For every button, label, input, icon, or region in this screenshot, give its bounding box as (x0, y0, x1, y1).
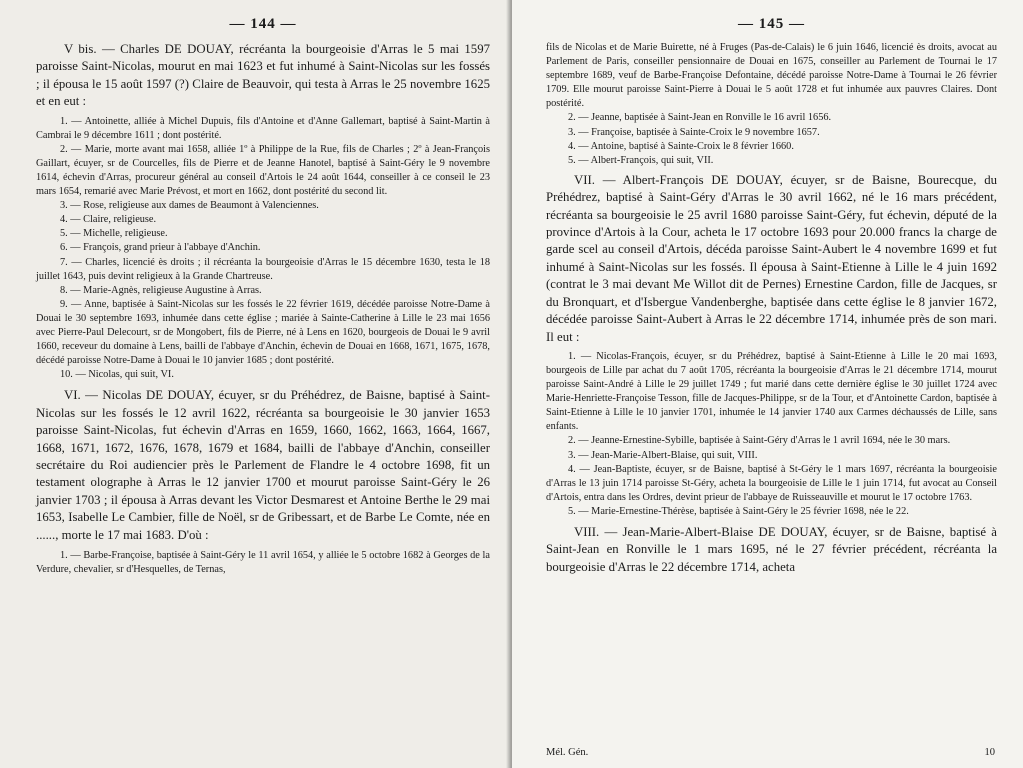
child-v-8: 8. — Marie-Agnès, religieuse Augustine à Arras. (60, 284, 262, 296)
child-v-5: 5. — Michelle, religieuse. (60, 228, 168, 240)
child-v-6: 6. — François, grand prieur à l'abbaye d'Anchin. (60, 242, 261, 254)
paragraph-vi: VI. — Nicolas DE DOUAY, écuyer, sr du Préhédrez, de Baisne, baptisé à Saint-Nicolas sur les fossés le 12 avril 1622, récréanta sa bourgeoisie le 30 janvier 1653 paroisse Saint-Nicolas, fut échevin d'Arras en 1659, 1660, 1662, 1663, 1664, 1667, 1668, 1671, 1672, 1676, 1678, 1679 et 1684, bailli de l'abbaye d'Anchin, conseiller secrétaire du Roi audiencier près le Parlement de Flandre le 4 octobre 1698, fit un testament olographe à Arras le 12 janvier 1700 et mourut paroisse Saint-Géry le 26 janvier 1703 ; il épousa à Arras devant les Victor Desmarest et Antoine Berthe le 29 mai 1653, Isabelle Le Cambier, fille de Noël, sr de Gribessart, et de Barbe Le Comte, née en ......, morte le 17 mai 1683. D'où : (36, 388, 490, 542)
child-vii-5: 5. — Marie-Ernestine-Thérèse, baptisée à Saint-Géry le 25 février 1698, née le 22. (568, 505, 909, 517)
child-v-4: 4. — Claire, religieuse. (60, 214, 157, 226)
page-footer (546, 747, 995, 758)
child-vii-3: 3. — Jean-Marie-Albert-Blaise, qui suit, VIII. (568, 449, 758, 461)
child-v-1: 1. — Antoinette, alliée à Michel Dupuis, fils d'Antoine et d'Anne Gallemart, baptisé à Saint-Martin à Cambrai le 9 décembre 1611 ; dont postérité. (36, 115, 490, 141)
child-v-7: 7. — Charles, licencié ès droits ; il récréanta la bourgeoisie d'Arras le 15 décembre 1630, testa le 18 juillet 1643, puis devint religieux à la Grande Chartreuse. (36, 256, 490, 282)
child-v-10: 10. — Nicolas, qui suit, VI. (60, 369, 174, 381)
page-number-right: — 145 — (738, 16, 805, 32)
right-page (512, 0, 1023, 768)
child-vii-4: 4. — Jean-Baptiste, écuyer, sr de Baisne, baptisé à St-Géry le 1 mars 1697, récréanta la bourgeoisie d'Arras le 13 juin 1714 paroisse St-Géry, acheta la bourgeoisie de Lille le 1 juin 1714, fut avocat au Conseil d'Artois, entra dans les Ordres, devint prieur de l'abbaye de Ruisseauville et mourut le 17 octobre 1763. (546, 463, 997, 503)
child-vi-3: 3. — Françoise, baptisée à Sainte-Croix le 9 novembre 1657. (568, 126, 820, 138)
footer-signature-number: 10 (984, 747, 995, 758)
child-v-2: 2. — Marie, morte avant mai 1658, alliée 1º à Philippe de la Rue, fils de Charles ; 2º à Jean-François Gaillart, écuyer, sr de Courcelles, fils de Pierre et de Jeanne Hanotel, baptisé à Saint-Géry le 9 novembre 1614, échevin d'Arras, procureur général au conseil d'Artois le 24 août 1644, conseiller à ce conseil le 23 mars 1654, remarié avec Marie Prévost, et mort en 1662, dont postérité du second lit. (36, 143, 490, 198)
child-vi-4: 4. — Antoine, baptisé à Sainte-Croix le 8 février 1660. (568, 140, 794, 152)
child-vii-1: 1. — Nicolas-François, écuyer, sr du Préhédrez, baptisé à Saint-Etienne à Lille le 20 mai 1693, bourgeois de Lille par achat du 7 août 1705, récréanta la bourgeoisie d'Arras le 21 décembre 1714, mourut paroisse Saint-André à Lille le 29 juillet 1749 ; fut marié dans cette dernière église le 30 juillet 1724 avec Marie-Henriette-Françoise Tesson, fille de Jacques-Philippe, sr de la Tour, et d'Antoinette Cardon, baptisée à Saint-Etienne à Lille le 10 janvier 1701, inhumée le 14 janvier 1740 aux Carmes déchaussés de Lille, sans enfants. (546, 350, 997, 433)
page-number-left: — 144 — (229, 16, 297, 32)
child-vi-1: 1. — Barbe-Françoise, baptisée à Saint-Géry le 11 avril 1654, y alliée le 5 octobre 1682 à Georges de la Verdure, chevalier, sr d'Hesquelles, de Ternas, (36, 550, 490, 576)
continuation-text: fils de Nicolas et de Marie Buirette, né à Fruges (Pas-de-Calais) le 6 juin 1646, licencié ès droits, avocat au Parlement de Paris, conseiller pensionnaire de Douai en 1675, conseiller au Parlement de Tournai le 17 septembre 1689, veuf de Barbe-Françoise Defontaine, décédé paroisse Notre-Dame à Tournai le 26 février 1709. Elle mourut paroisse Saint-Pierre à Douai le 5 août 1728 et fut inhumée aux pauvres Claires. Dont postérité. (546, 42, 997, 110)
child-v-9: 9. — Anne, baptisée à Saint-Nicolas sur les fossés le 22 février 1619, décédée paroisse Notre-Dame à Douai le 30 septembre 1693, inhumée dans cette église ; mariée à Sainte-Catherine à Lille le 23 mai 1656 avec Pierre-Paul Delecourt, sr de Mongobert, fils de Pierre, né à Lens en 1620, bourgeois de Douai le 9 avril 1660, receveur du domaine à Lens, bailli de l'abbaye d'Anchin, échevin de Douai en 1668, 1671, 1675, 1678, décédé paroisse Notre-Dame à Douai le 10 janvier 1685 ; dont postérité. (36, 298, 490, 367)
paragraph-v-bis: V bis. — Charles DE DOUAY, récréanta la bourgeoisie d'Arras le 5 mai 1597 paroisse Saint-Nicolas, mourut en mai 1623 et fut inhumé à Saint-Nicolas sur les fossés ; il épousa le 15 août 1597 (?) Claire de Beauvoir, qui testa à Arras le 25 novembre 1625 et en eut : (36, 42, 490, 109)
child-v-3: 3. — Rose, religieuse aux dames de Beaumont à Valenciennes. (60, 200, 319, 212)
footer-journal: Mél. Gén. (546, 747, 589, 758)
paragraph-vii: VII. — Albert-François DE DOUAY, écuyer, sr de Baisne, Bourecque, du Préhédrez, baptisé à Saint-Géry d'Arras le 30 avril 1662, né le 16 mars précédent, récréanta sa bourgeoisie le 25 avril 1680 paroisse Saint-Géry, fut échevin, député de la province d'Artois à la Cour, acheta le 17 octobre 1693 pour 20.000 francs la charge de garde scel au conseil d'Artois, décéda paroisse Saint-Aubert le 4 novembre 1699 et fut inhumé à Saint-Nicolas sur les fossés. Il épousa à Saint-Etienne à Lille le 4 juin 1692 (contrat le 3 mai devant Me Willot dit de Pernes) Ernestine Cardon, fille de Jacques, sr du Bronquart, et d'Isbergue Vandenberghe, baptisée dans cette église le 8 janvier 1672, décédée paroisse Saint-Aubert à Arras le 22 décembre 1714, inhumée près de son mari. Il eut : (546, 172, 997, 344)
child-vii-2: 2. — Jeanne-Ernestine-Sybille, baptisée à Saint-Géry d'Arras le 1 avril 1694, née le 30 mars. (568, 435, 951, 447)
paragraph-viii: VIII. — Jean-Marie-Albert-Blaise DE DOUAY, écuyer, sr de Baisne, baptisé à Saint-Jean en Ronville le 1 mars 1695, né le 27 février précédent, récréanta la bourgeoisie d'Arras le 22 décembre 1714, acheta (546, 525, 997, 574)
child-vi-5: 5. — Albert-François, qui suit, VII. (568, 154, 714, 166)
child-vi-2: 2. — Jeanne, baptisée à Saint-Jean en Ronville le 16 avril 1656. (568, 112, 832, 124)
